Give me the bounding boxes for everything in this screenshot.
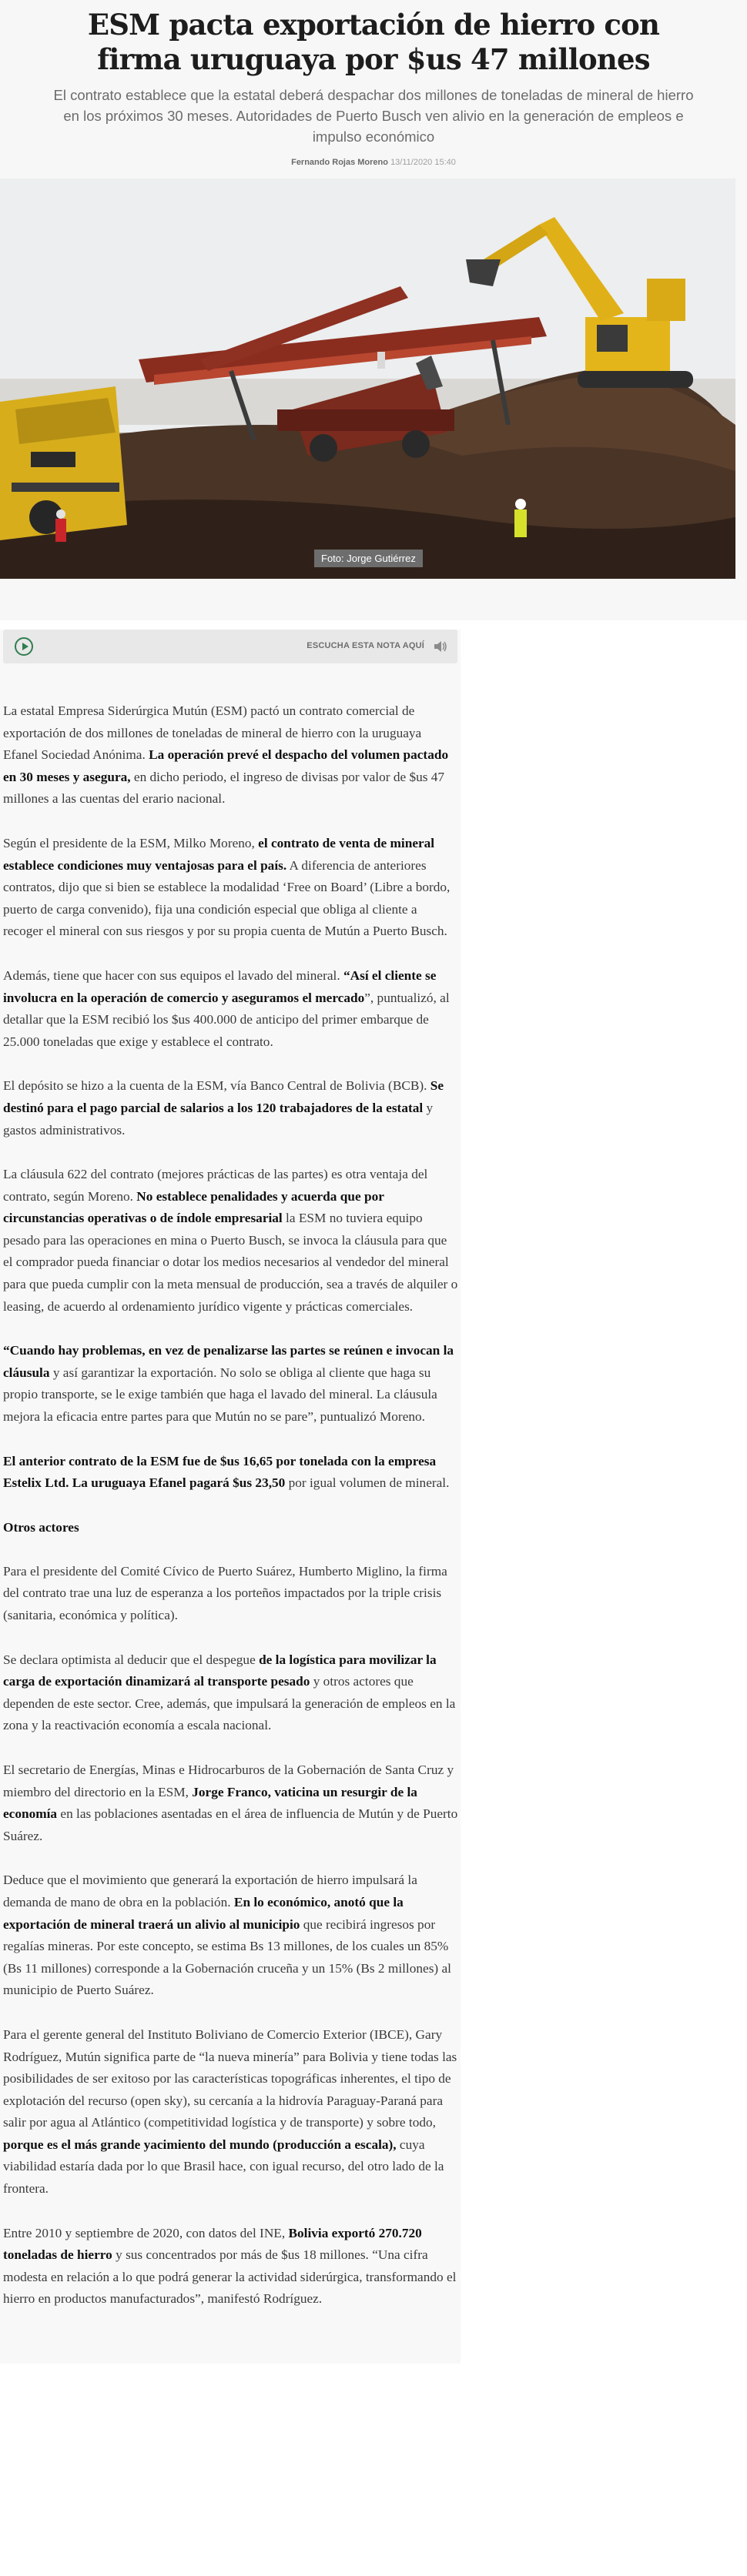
text-run: Deduce que el movimiento que generará la exportación de hierro impulsará la demanda de mano de obra en la población. [3,1873,417,1909]
bold-text-run: “Cuando hay problemas, en vez de penalizarse las partes se reúnen e invocan la cláusula [3,1343,454,1380]
article-paragraph [3,1759,459,1847]
text-run: Entre 2010 y septiembre de 2020, con datos del INE, [3,2225,289,2240]
article-paragraph [3,1340,459,1428]
article-paragraph [3,1649,459,1737]
play-circle-icon[interactable] [15,637,33,656]
article-paragraph [3,965,459,1053]
text-run: A diferencia de anteriores contratos, dijo que si bien se establece la modalidad ‘Free on Board’ (Libre a bordo, puerto de carga convenido), fija una condición especial que obliga al cliente a recoger el mineral con sus riesgos y por su propia cuenta de Mutún a Puerto Busch. [3,857,451,939]
text-run: cuya viabilidad estaría dada por lo que Brasil hace, con igual recurso, del otro lado de la frontera. [3,2137,444,2197]
article-text [0,663,461,2364]
byline [0,158,747,167]
bold-text-run: El anterior contrato de la ESM fue de $us 16,65 por tonelada con la empresa Estelix Ltd. La uruguaya Efanel pagará $us 23,50 [3,1453,437,1491]
text-run: y sus concentrados por más de $us 18 millones. “Una cifra modesta en relación a lo que podrá generar la actividad siderúrgica, transformando el hierro en productos manufacturados”, manifestó Rodríguez. [3,2247,457,2307]
article-paragraph [3,1561,459,1627]
audio-player[interactable] [3,630,457,663]
speaker-icon[interactable] [433,639,448,654]
audio-label[interactable]: ESCUCHA ESTA NOTA AQUÍ [307,641,424,650]
text-run: y otros actores que dependen de este sector. Cree, además, que impulsará la generación de empleos en la zona y la reactivación economía a escala nacional. [3,1674,456,1733]
bold-text-run: La operación prevé el despacho del volumen pactado en 30 meses y asegura, [3,747,449,784]
text-run: Para el gerente general del Instituto Boliviano de Comercio Exterior (IBCE), Gary Rodríguez, Mutún significa parte de “la nueva minería” para Bolivia y tiene todas las posibilidades de ser exitoso por las características topográficas inherentes, el tipo de explotación del recurso (open sky), su cercanía a la hidrovía Paraguay-Paraná para salir por agua al Atlántico (competitividad logística y de transporte) y sobre todo, [3,2026,457,2130]
article-body [0,630,461,2364]
author-name[interactable]: Fernando Rojas Moreno [291,158,388,167]
article-paragraph [3,700,459,810]
article-paragraph [3,1164,459,1318]
text-run: La cláusula 622 del contrato (mejores prácticas de las partes) es otra ventaja del contrato, según Moreno. [3,1167,428,1204]
article-header [0,0,747,620]
text-run: por igual volumen de mineral. [285,1475,450,1491]
section-subheading: Otros actores [3,1519,79,1535]
text-run: Se declara optimista al deducir que el despegue [3,1652,260,1667]
hero-photo [0,179,735,579]
text-run: en las poblaciones asentadas en el área de influencia de Mutún y de Puerto Suárez. [3,1806,458,1843]
article-paragraph [3,2223,459,2310]
article-paragraph [3,1075,459,1141]
paragraphs-part-1 [3,700,459,1495]
bold-text-run: Bolivia exportó 270.720 toneladas de hierro [3,2225,422,2263]
article-paragraph [3,2024,459,2200]
mining-equipment-illustration [0,179,735,579]
text-run: en dicho periodo, el ingreso de divisas por valor de $us 47 millones a las cuentas del erario nacional. [3,769,445,807]
article-paragraph [3,1869,459,2002]
text-run: Para el presidente del Comité Cívico de Puerto Suárez, Humberto Miglino, la firma del contrato trae una luz de esperanza a los porteños impactados por la triple crisis (sanitaria, económica y política). [3,1563,447,1622]
article-lead: El contrato establece que la estatal deberá despachar dos millones de toneladas de mineral de hierro en los próximos 30 meses. Autoridades de Puerto Busch ven alivio en la generación de empleos e impulso económico [53,87,694,145]
photo-credit: Foto: Jorge Gutiérrez [314,550,423,567]
bold-text-run: Se destinó para el pago parcial de salarios a los 120 trabajadores de la estatal [3,1078,444,1115]
text-run: que recibirá ingresos por regalías mineras. Por este concepto, se estima Bs 13 millones, de los cuales un 85% (Bs 11 millones) corresponde a la Gobernación cruceña y un 15% (Bs 2 millones) al municipio de Puerto Suárez. [3,1916,451,1998]
bold-text-run: “Así el cliente se involucra en la operación de comercio y aseguramos el mercado [3,967,437,1005]
article-title: ESM pacta exportación de hierro con firma uruguaya por $us 47 millones [87,8,660,76]
bold-text-run: de la logística para movilizar la carga de exportación dinamizará al transporte pesado [3,1652,437,1689]
text-run: la ESM no tuviera equipo pesado para las operaciones en mina o Puerto Busch, se invoca la cláusula para que el comprador pueda financiar o dotar los medios necesarios al vendedor del mineral para que pueda cumplir con la meta mensual de producción, sea a través de alquiler o leasing, de acuerdo al ordenamiento jurídico vigente y prácticas comerciales. [3,1211,458,1314]
text-run: La estatal Empresa Siderúrgica Mutún (ESM) pactó un contrato comercial de exportación de dos millones de toneladas de mineral de hierro con la uruguaya Efanel Sociedad Anónima. [3,703,422,763]
bold-text-run: Jorge Franco, vaticina un resurgir de la economía [3,1784,417,1822]
publish-date: 13/11/2020 15:40 [390,158,456,167]
text-run: Según el presidente de la ESM, Milko Moreno, [3,835,259,850]
text-run: El depósito se hizo a la cuenta de la ESM, vía Banco Central de Bolivia (BCB). [3,1078,430,1094]
text-run: El secretario de Energías, Minas e Hidrocarburos de la Gobernación de Santa Cruz y miembro del directorio en la ESM, [3,1762,454,1799]
article-paragraph [3,833,459,943]
paragraphs-part-2 [3,1561,459,2310]
text-run: Además, tiene que hacer con sus equipos el lavado del mineral. [3,967,343,983]
text-run: ”, puntualizó, al detallar que la ESM recibió los $us 400.000 de anticipo del primer embarque de 25.000 toneladas que exige y establece el contrato. [3,990,450,1049]
bold-text-run: No establece penalidades y acuerda que por circunstancias operativas o de índole empresarial [3,1188,384,1226]
text-run: y gastos administrativos. [3,1100,434,1138]
bold-text-run: el contrato de venta de mineral establece condiciones muy ventajosas para el país. [3,835,435,873]
article-paragraph [3,1451,459,1495]
text-run: y así garantizar la exportación. No solo se obliga al cliente que haga su propio transporte, se le exige también que haga el lavado del mineral. La cláusula mejora la eficacia entre partes para que Mutún no se pare”, puntualizó Moreno. [3,1365,437,1425]
bold-text-run: porque es el más grande yacimiento del mundo (producción a escala), [3,2137,397,2152]
bold-text-run: En lo económico, anotó que la exportación de mineral traerá un alivio al municipio [3,1894,404,1932]
